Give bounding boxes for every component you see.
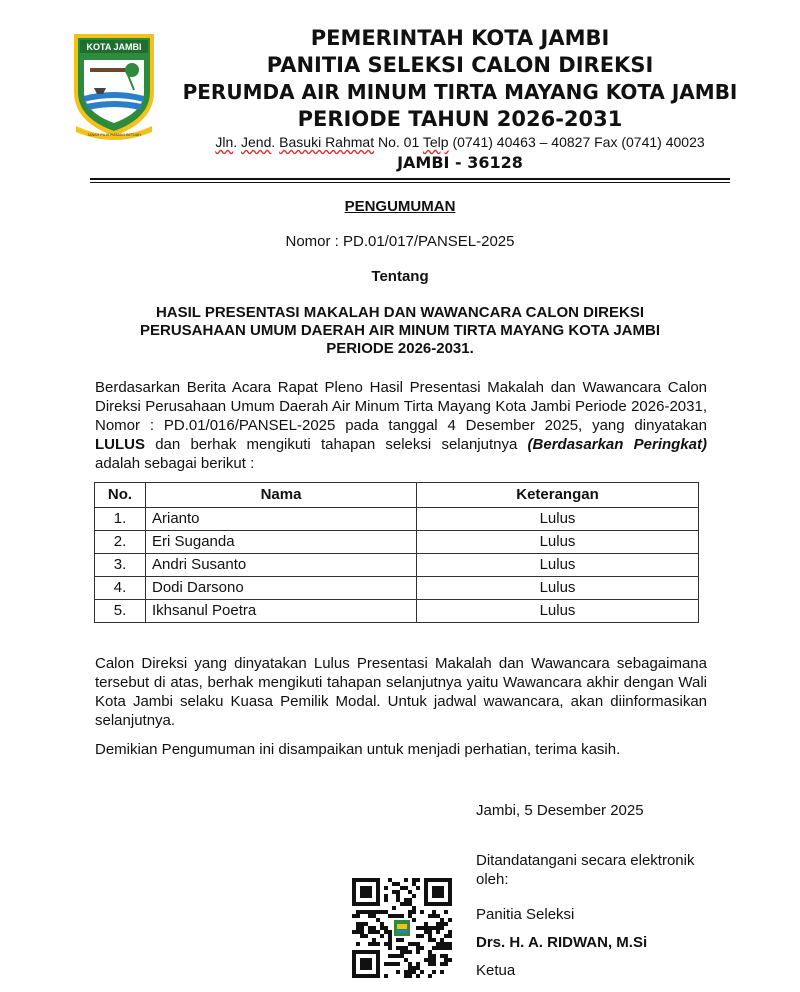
cell-nama: Andri Susanto bbox=[146, 554, 417, 577]
letterhead-address bbox=[160, 134, 760, 150]
letterhead-rule bbox=[90, 178, 730, 180]
announcement-title: PENGUMUMAN bbox=[344, 198, 456, 215]
address-part: Jend bbox=[241, 134, 272, 150]
letterhead-city: JAMBI - 36128 bbox=[397, 153, 523, 172]
cell-keterangan: Lulus bbox=[417, 508, 699, 531]
address-part: Basuki Rahmat bbox=[279, 134, 375, 150]
table-row bbox=[95, 554, 699, 577]
signer-role: Ketua bbox=[476, 962, 516, 979]
letterhead-line-3: PERUMDA AIR MINUM TIRTA MAYANG KOTA JAMBI bbox=[182, 80, 738, 104]
table-header-row bbox=[95, 483, 699, 508]
header-nama: Nama bbox=[146, 483, 417, 508]
intro-text-3: adalah sebagai berikut : bbox=[95, 455, 255, 472]
intro-italic: (Berdasarkan Peringkat) bbox=[527, 436, 707, 453]
table-row bbox=[95, 600, 699, 623]
address-part: Jln bbox=[215, 134, 234, 150]
cell-no: 1. bbox=[95, 508, 146, 531]
subject-line-3: PERIODE 2026-2031. bbox=[326, 340, 474, 357]
cell-no: 4. bbox=[95, 577, 146, 600]
table-row bbox=[95, 508, 699, 531]
address-part: Telp bbox=[422, 134, 449, 150]
announcement-number: Nomor : PD.01/017/PANSEL-2025 bbox=[285, 233, 515, 250]
letterhead-line-1: PEMERINTAH KOTA JAMBI bbox=[310, 26, 610, 50]
signer-organization: Panitia Seleksi bbox=[476, 906, 575, 923]
intro-text-2: dan berhak mengikuti tahapan seleksi selanjutnya bbox=[145, 436, 528, 453]
subject-line-1: HASIL PRESENTASI MAKALAH DAN WAWANCARA CALON DIREKSI bbox=[155, 304, 645, 321]
announcement-subject bbox=[0, 304, 800, 358]
esign-note: Ditandatangani secara elektronik oleh: bbox=[476, 852, 695, 888]
logo-motto: TANAH PILIH PUSAKO BETUAH bbox=[87, 133, 141, 137]
cell-nama: Eri Suganda bbox=[146, 531, 417, 554]
address-part: . bbox=[271, 134, 280, 150]
address-part: (0741) 40463 – 40827 Fax (0741) 40023 bbox=[448, 134, 705, 150]
cell-no: 5. bbox=[95, 600, 146, 623]
letterhead-line-2: PANITIA SELEKSI CALON DIREKSI bbox=[266, 53, 654, 77]
header-keterangan: Keterangan bbox=[417, 483, 699, 508]
logo-text: KOTA JAMBI bbox=[86, 42, 142, 52]
subject-line-2: PERUSAHAAN UMUM DAERAH AIR MINUM TIRTA MAYANG KOTA JAMBI bbox=[140, 322, 660, 339]
signature-date: Jambi, 5 Desember 2025 bbox=[476, 802, 644, 819]
announcement-about: Tentang bbox=[371, 268, 429, 285]
cell-nama: Arianto bbox=[146, 508, 417, 531]
address-part: No. 01 bbox=[374, 134, 423, 150]
table-row bbox=[95, 577, 699, 600]
intro-text: Berdasarkan Berita Acara Rapat Pleno Hasil Presentasi Makalah dan Wawancara Calon Direksi Perusahaan Umum Daerah Air Minum Tirta Mayang Kota Jambi Periode 2026-2031, Nomor : PD.01/016/PANSEL-2025 pada tanggal 4 Desember 2025, yang dinyatakan bbox=[95, 379, 707, 434]
cell-no: 2. bbox=[95, 531, 146, 554]
cell-nama: Dodi Darsono bbox=[146, 577, 417, 600]
cell-keterangan: Lulus bbox=[417, 554, 699, 577]
qr-code bbox=[352, 878, 452, 978]
cell-no: 3. bbox=[95, 554, 146, 577]
letterhead-rule-thin bbox=[90, 182, 730, 183]
letterhead-line-4: PERIODE TAHUN 2026-2031 bbox=[297, 107, 623, 131]
address-part: . bbox=[233, 134, 242, 150]
table-row bbox=[95, 531, 699, 554]
results-table bbox=[94, 482, 699, 623]
kota-jambi-emblem bbox=[68, 30, 160, 142]
cell-nama: Ikhsanul Poetra bbox=[146, 600, 417, 623]
signer-name: Drs. H. A. RIDWAN, M.Si bbox=[476, 934, 648, 951]
intro-bold: LULUS bbox=[95, 436, 145, 453]
cell-keterangan: Lulus bbox=[417, 600, 699, 623]
header-no: No. bbox=[95, 483, 146, 508]
intro-paragraph bbox=[95, 378, 707, 473]
followup-paragraph: Calon Direksi yang dinyatakan Lulus Presentasi Makalah dan Wawancara sebagaimana tersebut di atas, berhak mengikuti tahapan selanjutnya yaitu Wawancara akhir dengan Wali Kota Jambi selaku Kuasa Pemilik Modal. Untuk jadwal wawancara, akan diinformasikan selanjutnya. bbox=[95, 655, 707, 729]
closing-paragraph: Demikian Pengumuman ini disampaikan untuk menjadi perhatian, terima kasih. bbox=[95, 741, 621, 758]
cell-keterangan: Lulus bbox=[417, 577, 699, 600]
cell-keterangan: Lulus bbox=[417, 531, 699, 554]
